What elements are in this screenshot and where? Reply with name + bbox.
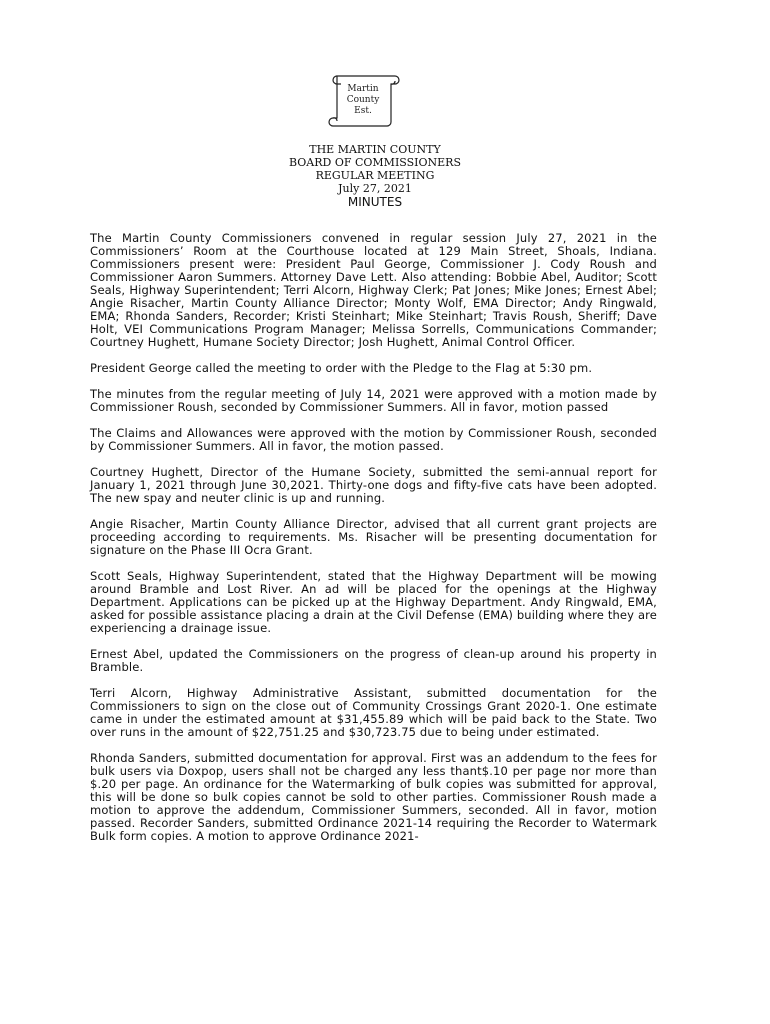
seal-text (339, 84, 387, 117)
header-meeting-type: REGULAR MEETING (315, 169, 435, 182)
seal-line: County (346, 95, 380, 105)
header-county: THE MARTIN COUNTY (309, 143, 441, 156)
seal-line: Martin (347, 84, 379, 94)
paragraph: Rhonda Sanders, submitted documentation for approval. First was an addendum to the fees for bulk users via Doxpop, users shall not be charged any less thant$.10 per page nor more than $.20 per page. An ordinance for the Watermarking of bulk copies was submitted for approval, this will be done so bulk copies cannot be sold to other parties. Commissioner Roush made a motion to approve the addendum, Commissioner Summers, seconded. All in favor, motion passed. Recorder Sanders, submitted Ordinance 2021-14 requiring the Recorder to Watermark Bulk form copies. A motion to approve Ordinance 2021- (90, 751, 657, 843)
county-seal-scroll (325, 72, 401, 130)
paragraph: The minutes from the regular meeting of July 14, 2021 were approved with a motion made by Commissioner Roush, seconded by Commissioner Summers. All in favor, motion passed (90, 387, 657, 414)
paragraph: Courtney Hughett, Director of the Humane Society, submitted the semi-annual report for January 1, 2021 through June 30,2021. Thirty-one dogs and fifty-five cats have been adopted. The new spay and neuter clinic is up and running. (90, 465, 657, 505)
header-minutes: MINUTES (347, 195, 403, 209)
header-date: July 27, 2021 (338, 182, 412, 195)
paragraph: The Claims and Allowances were approved with the motion by Commissioner Roush, seconded by Commissioner Summers. All in favor, the motion passed. (90, 426, 657, 453)
seal-line: Est. (354, 106, 372, 116)
document-header (0, 143, 750, 210)
header-board: BOARD OF COMMISSIONERS (288, 156, 461, 169)
paragraph: Angie Risacher, Martin County Alliance Director, advised that all current grant projects are proceeding according to requirements. Ms. Risacher will be presenting documentation for signature on the Phase III Ocra Grant. (90, 517, 657, 557)
minutes-body (90, 232, 657, 856)
paragraph: The Martin County Commissioners convened in regular session July 27, 2021 in the Commissioners’ Room at the Courthouse located at 129 Main Street, Shoals, Indiana. Commissioners present were: President Paul George, Commissioner J. Cody Roush and Commissioner Aaron Summers. Attorney Dave Lett. Also attending: Bobbie Abel, Auditor; Scott Seals, Highway Superintendent; Terri Alcorn, Highway Clerk; Pat Jones; Mike Jones; Ernest Abel; Angie Risacher, Martin County Alliance Director; Monty Wolf, EMA Director; Andy Ringwald, EMA; Rhonda Sanders, Recorder; Kristi Steinhart; Mike Steinhart; Travis Roush, Sheriff; Dave Holt, VEI Communications Program Manager; Melissa Sorrells, Communications Commander; Courtney Hughett, Humane Society Director; Josh Hughett, Animal Control Officer. (90, 231, 657, 349)
paragraph: Terri Alcorn, Highway Administrative Assistant, submitted documentation for the Commissioners to sign on the close out of Community Crossings Grant 2020-1. One estimate came in under the estimated amount at $31,455.89 which will be paid back to the State. Two over runs in the amount of $22,751.25 and $30,723.75 due to being under estimated. (90, 686, 657, 739)
paragraph: Ernest Abel, updated the Commissioners on the progress of clean-up around his property in Bramble. (90, 647, 657, 674)
paragraph: Scott Seals, Highway Superintendent, stated that the Highway Department will be mowing around Bramble and Lost River. An ad will be placed for the openings at the Highway Department. Applications can be picked up at the Highway Department. Andy Ringwald, EMA, asked for possible assistance placing a drain at the Civil Defense (EMA) building where they are experiencing a drainage issue. (90, 569, 657, 635)
paragraph: President George called the meeting to order with the Pledge to the Flag at 5:30 pm. (90, 361, 593, 375)
